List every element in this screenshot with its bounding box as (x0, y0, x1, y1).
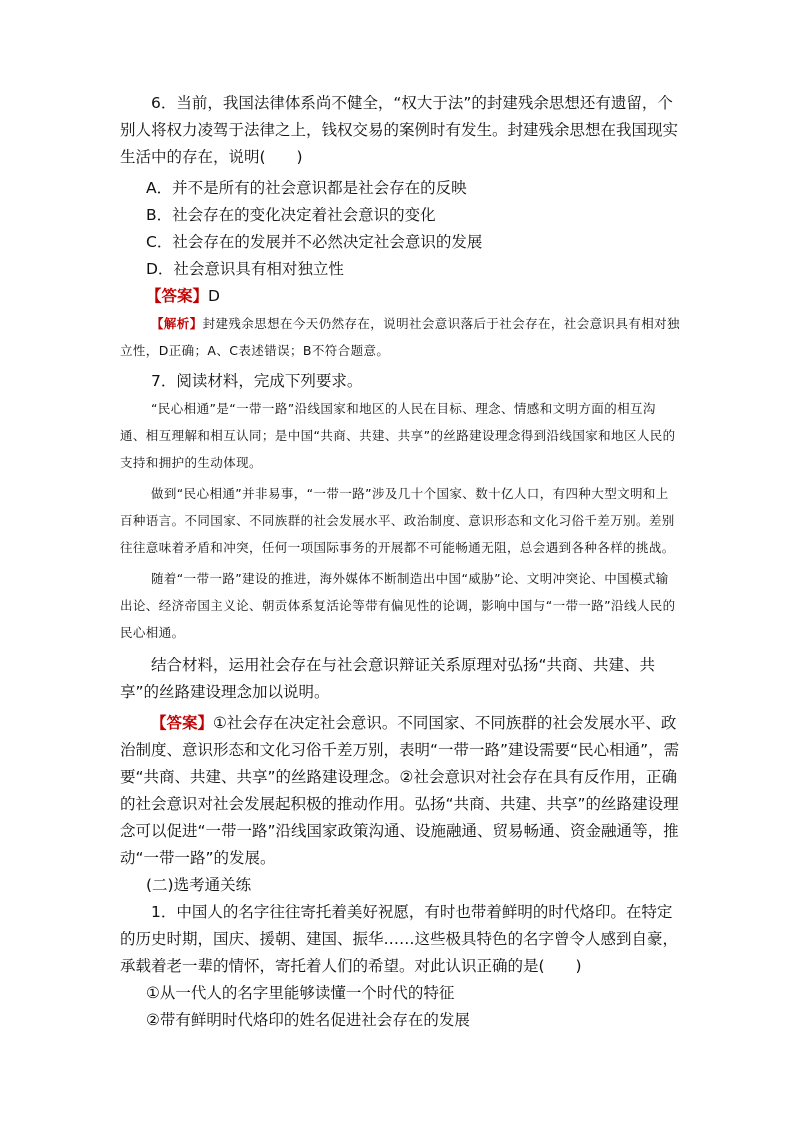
question-7-stem: 7．阅读材料，完成下列要求。 (151, 372, 363, 390)
question-7-material-3: 随着“一带一路”建设的推进，海外媒体不断制造出中国“威胁”论、文明冲突论、中国模式输出论、经济帝国主义论、朝贡体系复活论等带有偏见性的论调，影响中国与“一带一路”沿线人民的民心相通。 (120, 571, 676, 640)
question-7-material-1: “民心相通”是“一带一路”沿线国家和地区的人民在目标、理念、情感和文明方面的相互沟通、相互理解和相互认同；是中国“共商、共建、共享”的丝路建设理念得到沿线国家和地区人民的支持和拥护的生动体现。 (120, 401, 676, 470)
question-6-answer (120, 283, 680, 310)
question-1-item-2: ②带有鲜明时代烙印的姓名促进社会存在的发展 (146, 1011, 470, 1029)
question-6-option-b: B．社会存在的变化决定着社会意识的变化 (146, 206, 436, 224)
question-6-answer-value: D (208, 287, 220, 305)
question-6-stem: 6．当前，我国法律体系尚不健全，“权大于法”的封建残余思想还有遗留，个别人将权力凌驾于法律之上，钱权交易的案例时有发生。封建残余思想在我国现实生活中的存在，说明( ) (120, 94, 679, 166)
analysis-tag: 【解析】 (151, 316, 203, 331)
question-6-option-d: D．社会意识具有相对独立性 (146, 260, 344, 278)
question-6-option-c: C．社会存在的发展并不必然决定社会意识的发展 (146, 233, 483, 251)
question-7-answer (120, 710, 680, 872)
answer-tag: 【答案】 (151, 714, 214, 732)
question-1-item-1: ①从一代人的名字里能够读懂一个时代的特征 (146, 984, 455, 1002)
question-7-material-2: 做到“民心相通”并非易事，“一带一路”涉及几十个国家、数十亿人口，有四种大型文明和上百种语言。不同国家、不同族群的社会发展水平、政治制度、意识形态和文化习俗千差万别。差别往往意味着矛盾和冲突，任何一项国际事务的开展都不可能畅通无阻，总会遇到各种各样的挑战。 (120, 486, 675, 555)
question-7-answer-text: ①社会存在决定社会意识。不同国家、不同族群的社会发展水平、政治制度、意识形态和文化习俗千差万别，表明“一带一路”建设需要“民心相通”，需要“共商、共建、共享”的丝路建设理念。②社会意识对社会存在具有反作用，正确的社会意识对社会发展起积极的推动作用。弘扬“共商、共建、共享”的丝路建设理念可以促进“一带一路”沿线国家政策沟通、设施融通、贸易畅通、资金融通等，推动“一带一路”的发展。 (120, 714, 680, 867)
question-6-analysis (120, 310, 680, 364)
question-1-stem: 1．中国人的名字往往寄托着美好祝愿，有时也带着鲜明的时代烙印。在特定的历史时期，国庆、援朝、建国、振华……这些极具特色的名字曾令人感到自豪，承载着老一辈的情怀，寄托着人们的希望。对此认识正确的是( ) (120, 903, 679, 975)
question-6-option-a: A．并不是所有的社会意识都是社会存在的反映 (146, 179, 467, 197)
section-heading: (二)选考通关练 (146, 876, 252, 894)
page-content (120, 90, 680, 1034)
question-6-analysis-text: 封建残余思想在今天仍然存在，说明社会意识落后于社会存在，社会意识具有相对独立性，D正确；A、C表述错误；B不符合题意。 (120, 316, 680, 358)
question-7-task: 结合材料，运用社会存在与社会意识辩证关系原理对弘扬“共商、共建、共享”的丝路建设理念加以说明。 (120, 656, 656, 701)
answer-tag: 【答案】 (146, 287, 209, 305)
